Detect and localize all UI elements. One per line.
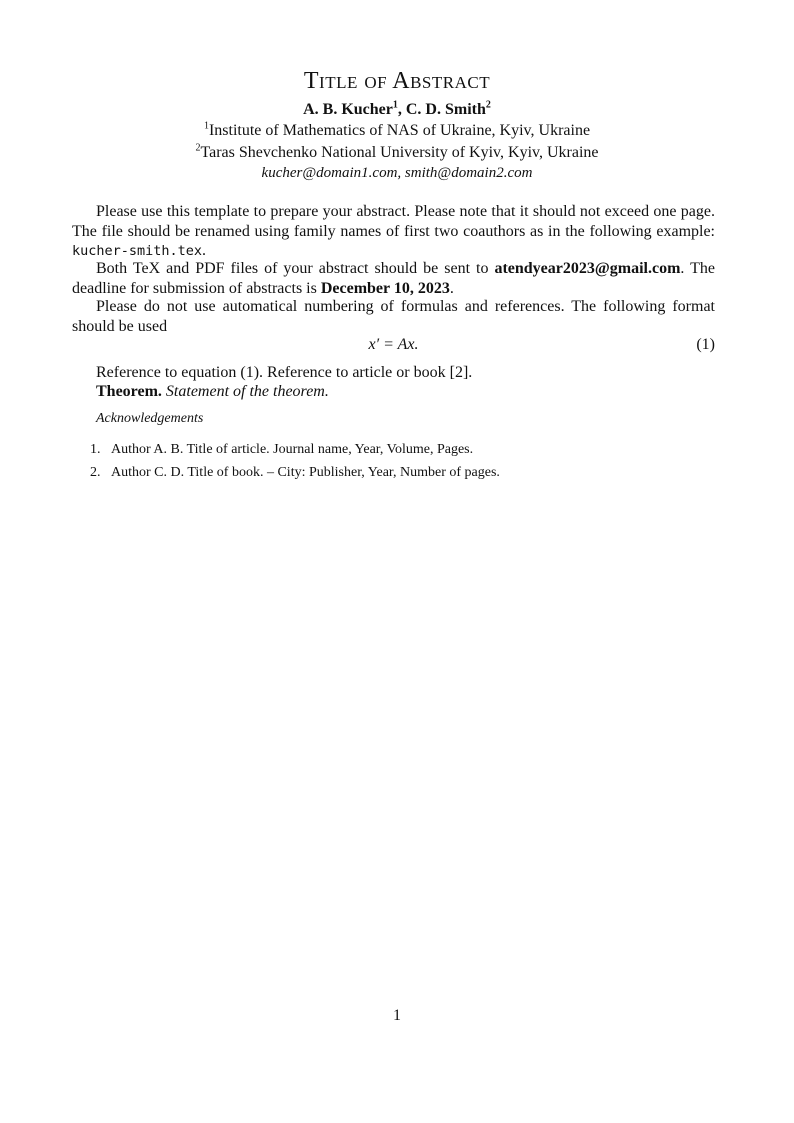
author-2-name: C. D. Smith (405, 101, 486, 118)
paragraph-format: Please do not use automatical numbering of formulas and references. The following format should be used (72, 298, 715, 335)
equation-number: (1) (696, 336, 715, 353)
affiliation-1-text: Institute of Mathematics of NAS of Ukraine, Kyiv, Ukraine (208, 122, 591, 139)
author-emails: kucher@domain1.com, smith@domain2.com (261, 165, 533, 181)
reference-item (90, 442, 500, 465)
deadline-date: December 10, 2023 (320, 279, 450, 297)
paragraph-1-end: . (202, 242, 207, 259)
theorem-statement: Statement of the theorem. (165, 383, 329, 400)
author-1-name: A. B. Kucher (303, 101, 393, 118)
reference-item (90, 465, 500, 488)
equation-formula: x′ = Ax. (368, 336, 419, 353)
paragraph-2-text: Both TeX and PDF files of your abstract should be sent to (96, 260, 495, 277)
paragraph-submission (72, 259, 715, 298)
reference-number: 1. (90, 442, 101, 457)
page-number: 1 (393, 1007, 401, 1024)
author-1-affiliation-mark: 1 (392, 99, 398, 111)
reference-list (90, 442, 500, 488)
affiliation-2-text: Taras Shevchenko National University of Kyiv, Kyiv, Ukraine (200, 144, 599, 161)
abstract-title: Title of Abstract (303, 68, 491, 94)
affiliation-1-mark: 1 (203, 120, 209, 132)
theorem-block (96, 383, 329, 401)
paragraph-2-end: . (449, 279, 454, 297)
paragraph-1-text: Please use this template to prepare your abstract. Please note that it should not exceed one page. The file should be renamed using family names of first two coauthors as in the following example: (72, 203, 715, 240)
affiliation-1 (0, 122, 794, 140)
reference-text: Author C. D. Title of book. – City: Publisher, Year, Number of pages. (111, 465, 500, 480)
reference-text: Author A. B. Title of article. Journal name, Year, Volume, Pages. (111, 442, 474, 457)
display-equation (72, 336, 715, 356)
paragraph-instructions (72, 202, 715, 262)
theorem-label: Theorem. (96, 383, 162, 400)
submission-email-link[interactable]: atendyear2023@gmail.com (494, 260, 681, 277)
acknowledgements-heading: Acknowledgements (96, 411, 204, 426)
reference-example-line: Reference to equation (1). Reference to article or book [2]. (96, 364, 473, 381)
author-line (0, 101, 794, 119)
author-2-affiliation-mark: 2 (485, 99, 491, 111)
affiliation-2-mark: 2 (195, 142, 201, 154)
reference-number: 2. (90, 465, 101, 480)
example-filename: kucher-smith.tex (72, 243, 203, 259)
paragraph-2-middle: . The deadline for submission of abstracts is (72, 260, 715, 297)
author-separator: , (397, 101, 406, 118)
affiliation-2 (0, 144, 794, 162)
